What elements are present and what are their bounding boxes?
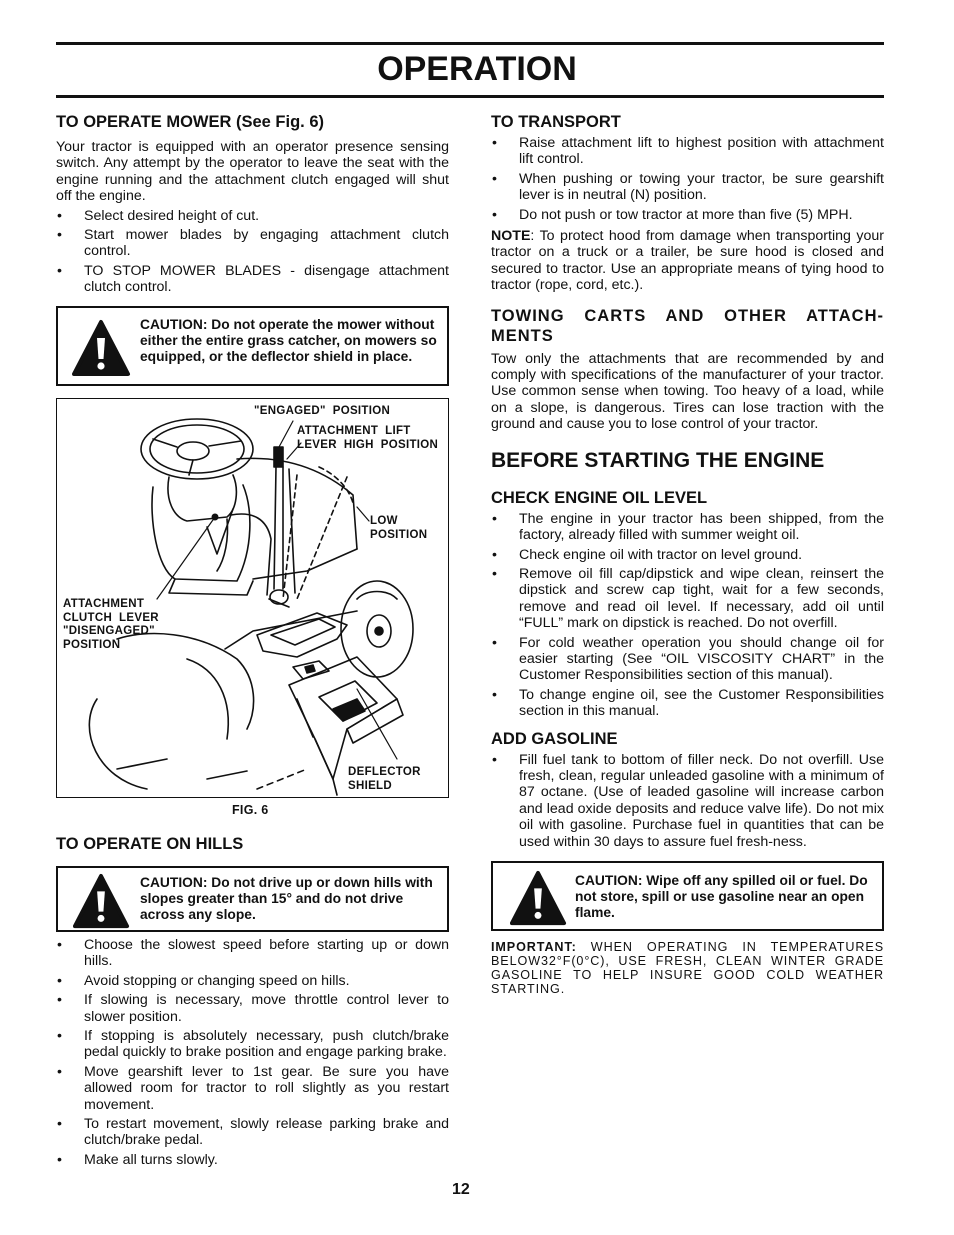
title-underline	[56, 95, 884, 98]
list-item: • Remove oil fill cap/dipstick and wipe clean, reinsert the dipstick and screw cap tight, wait for a few seconds, remove and read oil level. If necessary, add oil until “FULL” mark on dipstick is reached. Do not overfill.	[491, 566, 884, 632]
label-low-position: LOW POSITION	[370, 515, 428, 541]
transport-heading: TO TRANSPORT	[491, 113, 621, 131]
list-item: • Move gearshift lever to 1st gear. Be sure you have allowed room for tractor to roll slightly as you restart movement.	[56, 1064, 449, 1113]
mower-intro: Your tractor is equipped with an operator presence sensing switch. Any attempt by the operator to leave the seat with the engine running and the attachment clutch engaged will shut off the engine.	[56, 139, 449, 205]
important-text: WHEN OPERATING IN TEMPERATURES BELOW32°F(0°C), USE FRESH, CLEAN WINTER GRADE GASOLINE TO HELP INSURE GOOD COLD WEATHER STARTING.	[491, 940, 884, 996]
hills-bullets-wrap	[56, 937, 449, 1171]
caution-text: CAUTION: Do not operate the mower without either the entire grass catcher, on mowers so equipped, or the deflector shield in place.	[140, 317, 437, 364]
label-clutch-lever: ATTACHMENT CLUTCH LEVER "DISENGAGED" POSITION	[63, 598, 159, 651]
list-item: • Choose the slowest speed before starting up or down hills.	[56, 937, 449, 970]
gasoline-caution-box	[491, 861, 884, 931]
mower-caution-box	[56, 306, 449, 386]
list-item: • When pushing or towing your tractor, be sure gearshift lever is in neutral (N) position.	[491, 171, 884, 204]
warning-icon	[507, 869, 569, 927]
hills-section	[56, 835, 449, 854]
transport-note	[491, 228, 884, 294]
gasoline-heading: ADD GASOLINE	[491, 729, 618, 748]
list-item: • Make all turns slowly.	[56, 1152, 449, 1168]
top-rule	[56, 42, 884, 45]
list-item: • To restart movement, slowly release parking brake and clutch/brake pedal.	[56, 1116, 449, 1149]
note-text: : To protect hood from damage when transporting your tractor on a truck or a trailer, be sure hood is closed and secured to tractor. Use an appropriate means of tying hood to tractor (rope, cord, etc.).	[491, 228, 884, 294]
label-deflector-shield: DEFLECTOR SHIELD	[348, 766, 421, 792]
transport-bullets	[491, 135, 884, 223]
list-item: • Select desired height of cut.	[56, 208, 449, 224]
page-title: OPERATION	[377, 50, 577, 88]
left-column	[56, 113, 449, 299]
warning-icon	[70, 872, 132, 930]
list-item: • Do not push or tow tractor at more than five (5) MPH.	[491, 207, 884, 223]
list-item: • Avoid stopping or changing speed on hills.	[56, 973, 449, 989]
caution-text: CAUTION: Do not drive up or down hills with slopes greater than 15° and do not drive across any slope.	[140, 875, 433, 922]
warning-icon	[70, 318, 132, 378]
towing-heading: TOWING CARTS AND OTHER ATTACH-MENTS	[491, 306, 884, 345]
list-item: • Check engine oil with tractor on level ground.	[491, 547, 884, 563]
hills-bullets	[56, 937, 449, 1168]
mower-bullets	[56, 208, 449, 296]
page-number: 12	[452, 1181, 470, 1198]
gasoline-bullets	[491, 752, 884, 850]
oil-heading: CHECK ENGINE OIL LEVEL	[491, 488, 708, 507]
label-engaged: "ENGAGED" POSITION	[254, 405, 391, 417]
important-label: IMPORTANT:	[491, 940, 577, 954]
important-note	[491, 940, 884, 996]
note-label: NOTE	[491, 228, 531, 245]
before-starting-heading: BEFORE STARTING THE ENGINE	[491, 448, 825, 472]
figure-6	[56, 398, 449, 798]
mower-heading: TO OPERATE MOWER (See Fig. 6)	[56, 113, 324, 131]
list-item: • If slowing is necessary, move throttle control lever to slower position.	[56, 992, 449, 1025]
list-item: • Raise attachment lift to highest position with attachment lift control.	[491, 135, 884, 168]
figure-caption: FIG. 6	[232, 803, 269, 817]
list-item: • If stopping is absolutely necessary, push clutch/brake pedal quickly to brake position and engage parking brake.	[56, 1028, 449, 1061]
right-column	[491, 113, 884, 853]
list-item: • TO STOP MOWER BLADES - disengage attachment clutch control.	[56, 263, 449, 296]
hills-heading: TO OPERATE ON HILLS	[56, 835, 244, 853]
important-text-block	[491, 940, 884, 996]
label-lift-high: ATTACHMENT LIFT LEVER HIGH POSITION	[297, 425, 439, 451]
hills-caution-box	[56, 866, 449, 932]
list-item: • For cold weather operation you should change oil for easier starting (See “OIL VISCOSITY CHART” in the Customer Responsibilities section of this manual).	[491, 635, 884, 684]
list-item: • Start mower blades by engaging attachment clutch control.	[56, 227, 449, 260]
towing-text: Tow only the attachments that are recommended by and comply with specifications of the manufacturer of your tractor. Use common sense when towing. Too heavy of a load, while on a slope, is dangerous. Tires can lose traction with the ground and cause you to lose control of your tractor.	[491, 350, 884, 433]
list-item: • The engine in your tractor has been shipped, from the factory, already filled with summer weight oil.	[491, 511, 884, 544]
caution-text: CAUTION: Wipe off any spilled oil or fuel. Do not store, spill or use gasoline near an open flame.	[575, 873, 868, 920]
list-item: • Fill fuel tank to bottom of filler neck. Do not overfill. Use fresh, clean, regular unleaded gasoline with a minimum of 87 octane. (Use of leaded gasoline will increase carbon and lead oxide deposits and reduce valve life). Do not mix oil with gasoline. Purchase fuel in quantities that can be used within 30 days to assure fuel fresh-ness.	[491, 752, 884, 850]
oil-bullets	[491, 511, 884, 720]
list-item: • To change engine oil, see the Customer Responsibilities section in this manual.	[491, 687, 884, 720]
